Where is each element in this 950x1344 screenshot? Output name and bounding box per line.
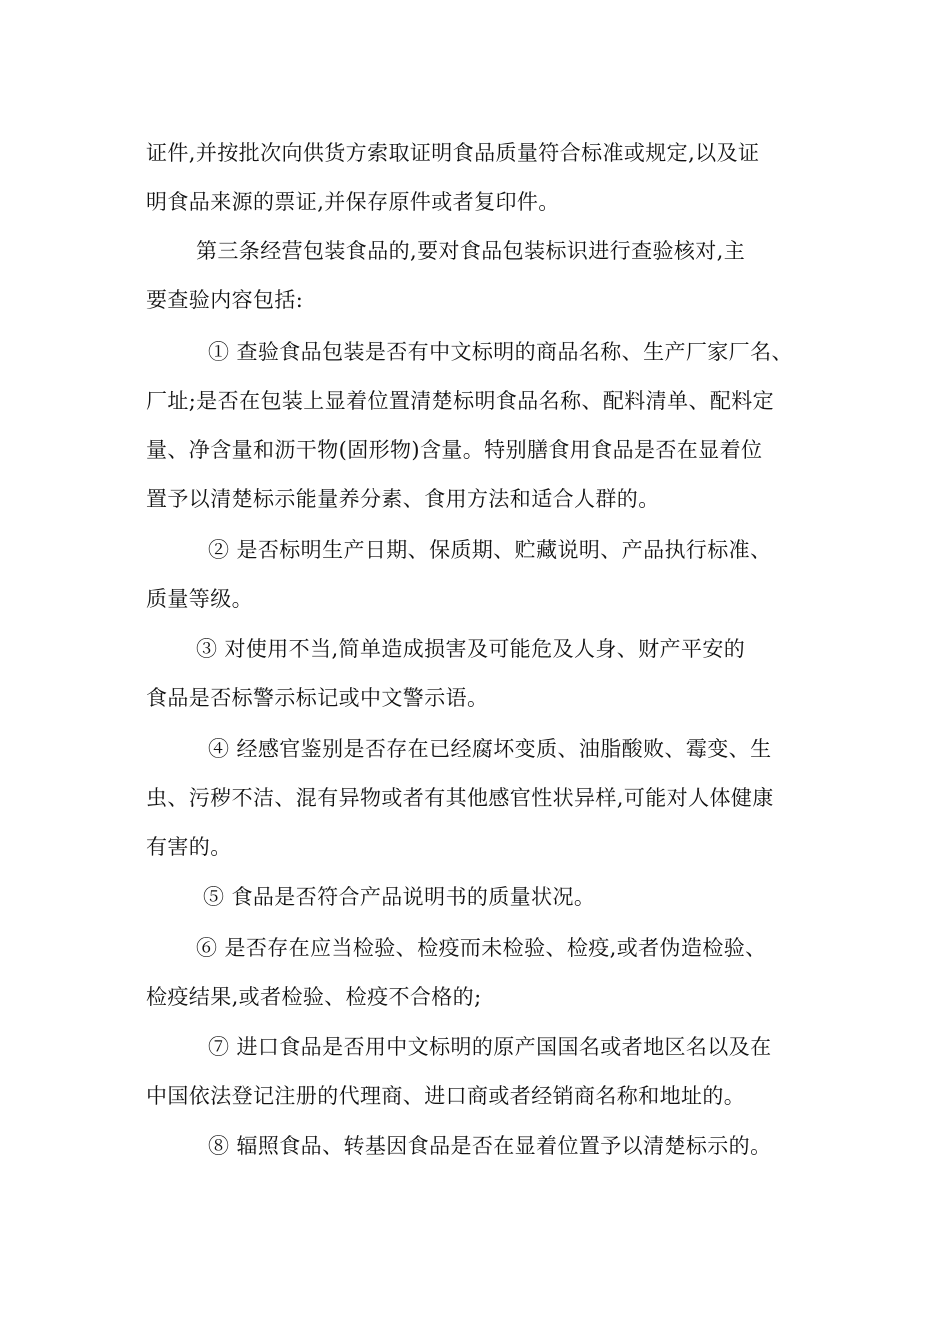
text-line: 质量等级。	[146, 587, 253, 611]
text-line: 食品是否标警示标记或中文警示语。	[146, 686, 489, 710]
list-item-2: ② 是否标明生产日期、保质期、贮藏说明、产品执行标准、	[208, 538, 772, 562]
list-item-3: ③ 对使用不当,简单造成损害及可能危及人身、财产平安的	[196, 637, 746, 661]
text-line: 虫、污秽不洁、混有异物或者有其他感官性状异样,可能对人体健康	[146, 786, 774, 810]
text-line: 明食品来源的票证,并保存原件或者复印件。	[146, 190, 560, 214]
list-item-4: ④ 经感官鉴别是否存在已经腐坏变质、油脂酸败、霉变、生	[208, 737, 772, 761]
text-line: 要查验内容包括:	[146, 288, 304, 312]
article-heading-line: 第三条经营包装食品的,要对食品包装标识进行查验核对,主	[196, 239, 746, 263]
text-line: 厂址;是否在包装上显着位置清楚标明食品名称、配料清单、配料定	[146, 389, 775, 413]
text-line: 量、净含量和沥干物(固形物)含量。特别膳食用食品是否在显着位	[146, 438, 763, 462]
list-item-1: ① 查验食品包装是否有中文标明的商品名称、生产厂家厂名、	[208, 340, 793, 364]
text-line: 中国依法登记注册的代理商、进口商或者经销商名称和地址的。	[146, 1084, 746, 1108]
list-item-5: ⑤ 食品是否符合产品说明书的质量状况。	[203, 885, 596, 909]
list-item-8: ⑧ 辐照食品、转基因食品是否在显着位置予以清楚标示的。	[208, 1134, 772, 1158]
text-line: 有害的。	[146, 835, 232, 859]
text-line: 检疫结果,或者检验、检疫不合格的;	[146, 985, 482, 1009]
list-item-6: ⑥ 是否存在应当检验、检疫而未检验、检疫,或者伪造检验、	[196, 936, 767, 960]
text-line: 证件,并按批次向供货方索取证明食品质量符合标准或规定,以及证	[146, 141, 760, 165]
text-line: 置予以清楚标示能量养分素、食用方法和适合人群的。	[146, 487, 660, 511]
list-item-7: ⑦ 进口食品是否用中文标明的原产国国名或者地区名以及在	[208, 1035, 772, 1059]
